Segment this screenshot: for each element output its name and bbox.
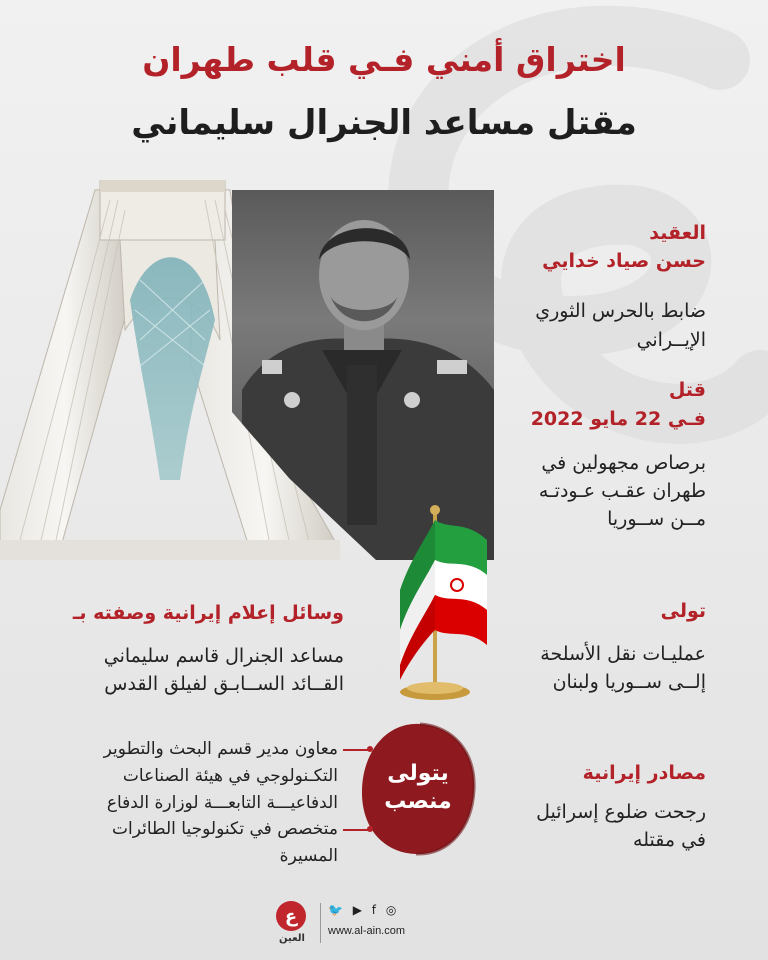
officer-role-line1: ضابط بالحرس الثوري (535, 300, 706, 322)
killed-heading: قتل (668, 379, 706, 401)
iranian-sources-line1: رجحت ضلوع إسرائيل (536, 801, 706, 823)
social-icons[interactable]: 🐦 ▶ f ◎ (328, 903, 400, 917)
iranian-media-heading: وسائل إعلام إيرانية وصفته بـ (72, 602, 344, 624)
al-ain-logo-icon: ع (276, 901, 306, 931)
position-1-line3: الدفاعيـــة التابعـــة لوزارة الدفاع (106, 793, 338, 813)
position-2-line1: متخصص في تكنولوجيا الطائرات (112, 819, 338, 839)
killed-details-line3: مــن ســوريا (607, 508, 706, 530)
badge-line1: يتولى (387, 761, 449, 786)
headline-title: اختراق أمني فـي قلب طهران (142, 40, 626, 79)
killed-details-line2: طهران عقـب عـودتـه (538, 480, 706, 502)
took-charge-heading: تولى (660, 600, 706, 622)
iran-flag-icon (395, 500, 495, 710)
position-2-line2: المسيرة (279, 846, 338, 866)
position-1-line1: معاون مدير قسم البحث والتطوير (103, 739, 338, 759)
officer-role-line2: الإيــراني (636, 329, 706, 351)
iranian-media-line1: مساعد الجنرال قاسم سليماني (103, 645, 344, 667)
iranian-sources-heading: مصادر إيرانية (582, 762, 706, 784)
footer (270, 895, 420, 955)
badge-line2: منصب (384, 789, 452, 814)
connector-dot-2 (367, 826, 373, 832)
headline-subtitle: مقتل مساعد الجنرال سليماني (131, 103, 637, 143)
website-link[interactable]: www.al-ain.com (328, 925, 406, 937)
positions-badge-text (358, 760, 478, 816)
logo-name: العين (279, 933, 305, 944)
position-1-line2: التكـنولوجي في هيئة الصناعات (122, 766, 338, 786)
killed-date: فـي 22 مايو 2022 (530, 408, 706, 430)
iranian-sources-line2: في مقتله (633, 829, 706, 851)
officer-name: حسن صياد خدايي (542, 250, 706, 272)
connector-dot-1 (367, 746, 373, 752)
footer-divider (320, 903, 321, 943)
took-charge-line2: إلــى ســوريا ولبنان (552, 671, 706, 693)
iranian-media-line2: القــائد الســابـق لفيلق القدس (104, 673, 344, 695)
killed-details-line1: برصاص مجهولين في (541, 452, 706, 474)
rank-label: العقيد (649, 222, 706, 244)
took-charge-line1: عمليـات نقل الأسلحة (540, 643, 706, 665)
